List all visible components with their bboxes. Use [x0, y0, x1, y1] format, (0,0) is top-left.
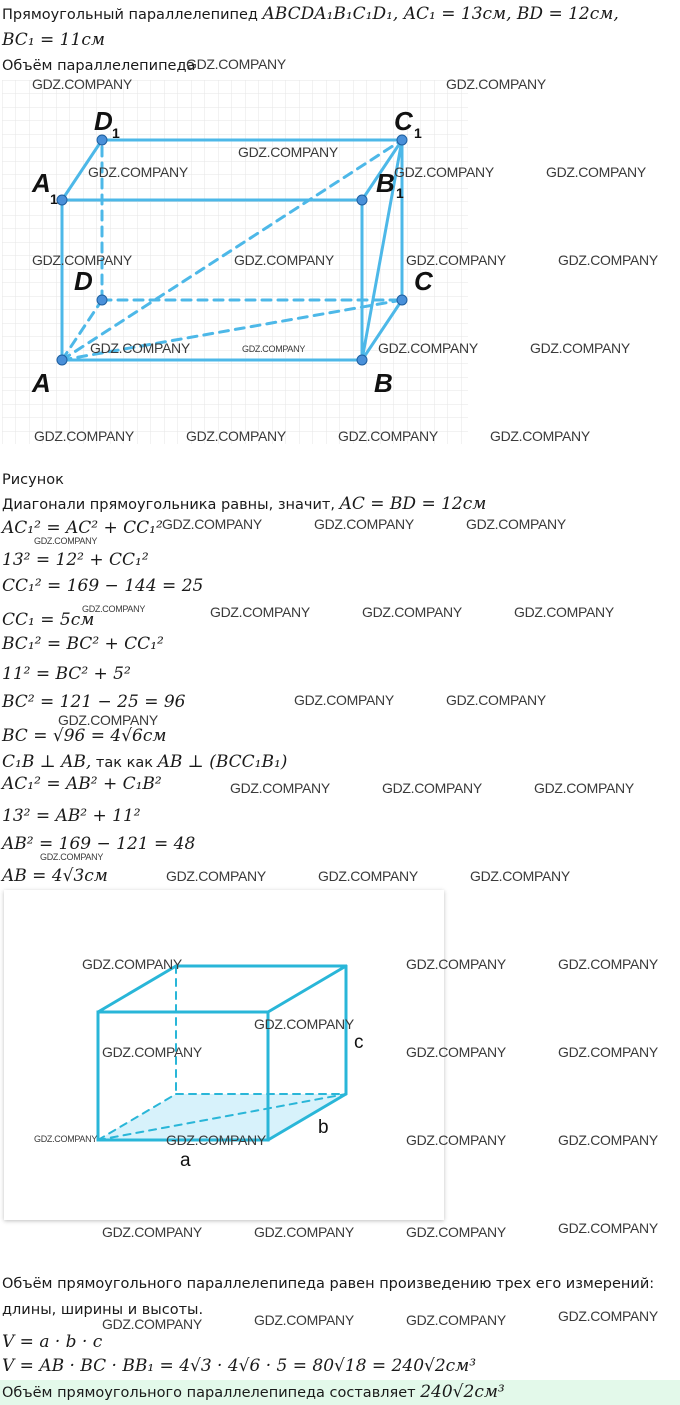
watermark: GDZ.COMPANY — [166, 868, 266, 884]
watermark: GDZ.COMPANY — [534, 780, 634, 796]
edge-top-left — [98, 966, 176, 1012]
watermark: GDZ.COMPANY — [102, 1044, 202, 1060]
watermark: GDZ.COMPANY — [34, 1134, 98, 1144]
watermark: GDZ.COMPANY — [378, 340, 478, 356]
watermark: GDZ.COMPANY — [558, 1044, 658, 1060]
label-d: D — [74, 266, 93, 296]
watermark: GDZ.COMPANY — [34, 536, 98, 546]
watermark: GDZ.COMPANY — [514, 604, 614, 620]
watermark: GDZ.COMPANY — [254, 1016, 354, 1032]
watermark: GDZ.COMPANY — [40, 852, 104, 862]
watermark: GDZ.COMPANY — [210, 604, 310, 620]
point-a1 — [57, 195, 67, 205]
step-1-text: Диагонали прямоугольника равны, значит, — [2, 497, 335, 513]
answer-line — [2, 1382, 505, 1403]
label-d1-sub: 1 — [112, 125, 120, 141]
problem-text: Прямоугольный параллелепипед — [2, 7, 258, 23]
label-b1-sub: 1 — [396, 185, 404, 201]
solution-step-5: CC₁ = 5см — [2, 610, 95, 630]
label-a1-sub: 1 — [50, 191, 58, 207]
watermark: GDZ.COMPANY — [558, 1308, 658, 1324]
watermark: GDZ.COMPANY — [230, 780, 330, 796]
watermark: GDZ.COMPANY — [58, 712, 158, 728]
watermark: GDZ.COMPANY — [166, 1132, 266, 1148]
label-c1-sub: 1 — [414, 125, 422, 141]
watermark: GDZ.COMPANY — [294, 692, 394, 708]
step-1-math: AC = BD = 12см — [339, 494, 487, 514]
watermark: GDZ.COMPANY — [446, 76, 546, 92]
watermark: GDZ.COMPANY — [102, 1224, 202, 1240]
watermark: GDZ.COMPANY — [406, 1132, 506, 1148]
solution-step-9: BC = √96 = 4√6см — [2, 726, 167, 746]
figure-caption: Рисунок — [2, 472, 64, 488]
watermark: GDZ.COMPANY — [162, 516, 262, 532]
problem-line-1 — [2, 4, 619, 25]
box-diagram — [4, 890, 444, 1220]
watermark: GDZ.COMPANY — [394, 164, 494, 180]
volume-text-1: Объём прямоугольного параллелепипеда равен произведению трех его измерений: — [2, 1276, 655, 1292]
point-a — [57, 355, 67, 365]
solution-step-14: AB = 4√3см — [2, 866, 108, 886]
point-b1 — [357, 195, 367, 205]
watermark: GDZ.COMPANY — [382, 780, 482, 796]
watermark: GDZ.COMPANY — [314, 516, 414, 532]
solution-step-6: BC₁² = BC² + CC₁² — [2, 634, 164, 654]
watermark: GDZ.COMPANY — [34, 428, 134, 444]
watermark: GDZ.COMPANY — [558, 956, 658, 972]
watermark: GDZ.COMPANY — [254, 1312, 354, 1328]
solution-step-11: AC₁² = AB² + C₁B² — [2, 774, 162, 794]
problem-math: ABCDA₁B₁C₁D₁, AC₁ = 13см, BD = 12см, — [262, 4, 619, 24]
watermark: GDZ.COMPANY — [406, 252, 506, 268]
watermark: GDZ.COMPANY — [32, 76, 132, 92]
volume-text-2: длины, ширины и высоты. — [2, 1302, 204, 1318]
watermark: GDZ.COMPANY — [446, 692, 546, 708]
volume-formula-1: V = a · b · c — [2, 1332, 103, 1352]
step-10-a: C₁B ⊥ AB, — [2, 752, 92, 772]
watermark: GDZ.COMPANY — [490, 428, 590, 444]
problem-question: Объём параллелепипеда — [2, 58, 196, 74]
point-d — [97, 295, 107, 305]
label-b1: B — [376, 168, 395, 198]
solution-step-10 — [2, 752, 287, 773]
watermark: GDZ.COMPANY — [558, 1132, 658, 1148]
point-d1 — [97, 135, 107, 145]
label-a-dim: a — [180, 1150, 191, 1171]
step-10-b: так как — [95, 755, 154, 771]
watermark: GDZ.COMPANY — [102, 1316, 202, 1332]
watermark: GDZ.COMPANY — [186, 428, 286, 444]
watermark: GDZ.COMPANY — [558, 1220, 658, 1236]
watermark: GDZ.COMPANY — [406, 1044, 506, 1060]
watermark: GDZ.COMPANY — [530, 340, 630, 356]
answer-text: Объём прямоугольного параллелепипеда составляет — [2, 1385, 416, 1401]
solution-step-3: 13² = 12² + CC₁² — [2, 550, 149, 570]
watermark: GDZ.COMPANY — [238, 144, 338, 160]
label-b-dim: b — [318, 1117, 329, 1138]
label-a: A — [32, 368, 51, 398]
watermark: GDZ.COMPANY — [466, 516, 566, 532]
watermark: GDZ.COMPANY — [32, 252, 132, 268]
watermark: GDZ.COMPANY — [90, 340, 190, 356]
edge-top-right — [268, 966, 346, 1012]
watermark: GDZ.COMPANY — [88, 164, 188, 180]
label-c1: C — [394, 106, 413, 136]
point-c1 — [397, 135, 407, 145]
watermark: GDZ.COMPANY — [546, 164, 646, 180]
watermark: GDZ.COMPANY — [470, 868, 570, 884]
problem-line-2: BC₁ = 11см — [2, 30, 105, 50]
volume-formula-2: V = AB · BC · BB₁ = 4√3 · 4√6 · 5 = 80√18 = 240√2см³ — [2, 1356, 477, 1376]
point-b — [357, 355, 367, 365]
watermark: GDZ.COMPANY — [558, 252, 658, 268]
watermark: GDZ.COMPANY — [338, 428, 438, 444]
watermark: GDZ.COMPANY — [82, 604, 146, 614]
answer-math: 240√2см³ — [420, 1382, 505, 1402]
step-10-c: AB ⊥ (BCC₁B₁) — [157, 752, 288, 772]
watermark: GDZ.COMPANY — [234, 252, 334, 268]
label-d1: D — [94, 106, 113, 136]
solution-step-13: AB² = 169 − 121 = 48 — [2, 834, 196, 854]
watermark: GDZ.COMPANY — [362, 604, 462, 620]
solution-step-2: AC₁² = AC² + CC₁² — [2, 518, 163, 538]
point-c — [397, 295, 407, 305]
watermark: GDZ.COMPANY — [242, 344, 306, 354]
watermark: GDZ.COMPANY — [406, 1312, 506, 1328]
box-dimensions-figure — [4, 890, 444, 1220]
label-c-dim: c — [354, 1032, 364, 1053]
label-b: B — [374, 368, 393, 398]
watermark: GDZ.COMPANY — [82, 956, 182, 972]
solution-step-12: 13² = AB² + 11² — [2, 806, 141, 826]
watermark: GDZ.COMPANY — [406, 1224, 506, 1240]
watermark: GDZ.COMPANY — [406, 956, 506, 972]
solution-step-8: BC² = 121 − 25 = 96 — [2, 692, 186, 712]
watermark: GDZ.COMPANY — [186, 56, 286, 72]
watermark: GDZ.COMPANY — [254, 1224, 354, 1240]
solution-step-7: 11² = BC² + 5² — [2, 664, 131, 684]
watermark: GDZ.COMPANY — [318, 868, 418, 884]
solution-step-1 — [2, 494, 486, 515]
label-c: C — [414, 266, 433, 296]
solution-step-4: CC₁² = 169 − 144 = 25 — [2, 576, 204, 596]
label-a1: A — [32, 168, 51, 198]
